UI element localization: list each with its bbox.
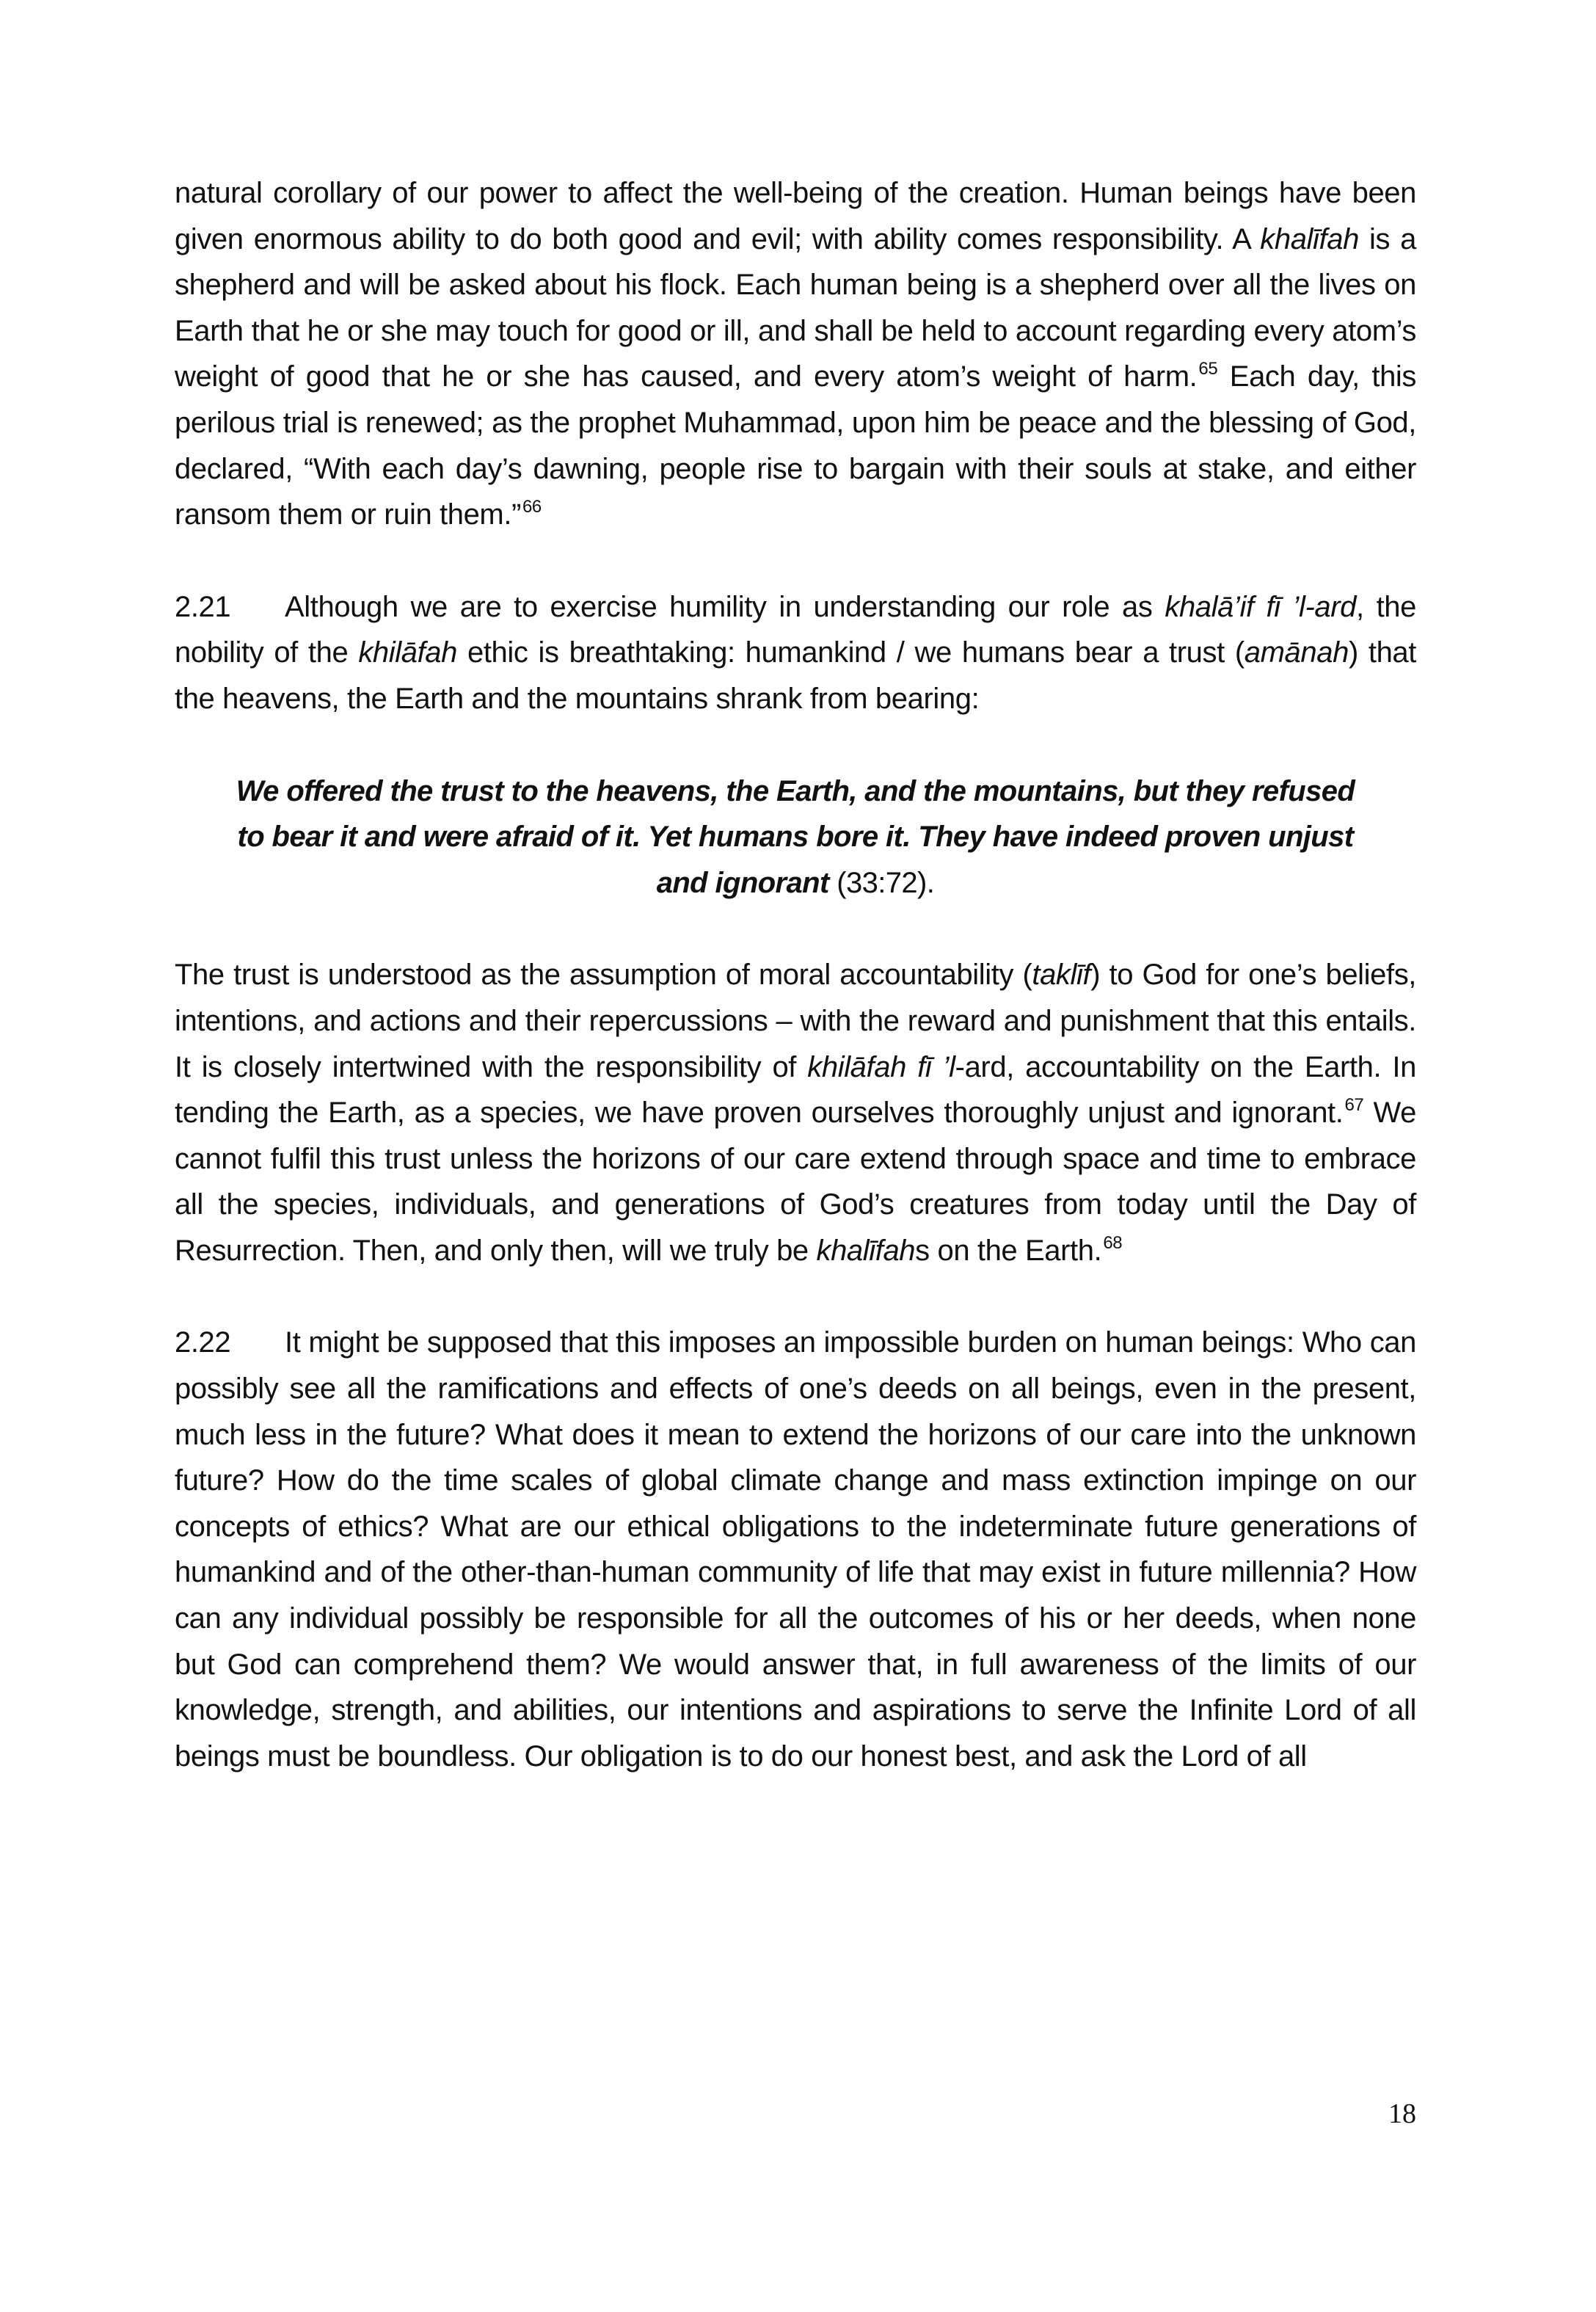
paragraph-spacer [175,1273,1416,1320]
paragraph-2-21 [175,584,1416,722]
paragraph-number: 2.21 [175,590,231,623]
italic-term: khalā’if fī ’l-ard [1165,590,1357,623]
quote-reference: (33:72). [828,866,935,899]
text-run: We cannot fulfil this trust unless the horizons of our care extend through space and time to embrace all the species, individuals, and generations of God’s creatures from today until the Day of Resurrection. Then, and only then, will we truly be [175,1097,1416,1267]
paragraph-spacer [175,538,1416,584]
text-run: ) that the heavens, the Earth and the mountains shrank from bearing: [175,636,1416,715]
text-run: The trust is understood as the assumption of moral accountability ( [175,959,1032,992]
footnote-marker[interactable]: 67 [1344,1095,1364,1116]
text-run: Although we are to exercise humility in understanding our role as [285,590,1165,623]
paragraph-continuation [175,170,1416,538]
italic-term: khalīfah [1260,222,1359,255]
text-run: It might be supposed that this imposes an impossible burden on human beings: Who can possibly see all the ramifications and effects of one’s deeds on all beings, even in the present, much less in the future? What does it mean to extend the horizons of our care into the unknown future? How do the time scales of global climate change and mass extinction impinge on our concepts of ethics? What are our ethical obligations to the indeterminate future generations of humankind and of the other-than-human community of life that may exist in future millennia? How can any individual possibly be responsible for all the outcomes of his or her deeds, when none but God can comprehend them? We would answer that, in full awareness of the limits of our knowledge, strength, and abilities, our intentions and aspirations to serve the Infinite Lord of all beings must be boundless. Our obligation is to do our honest best, and ask the Lord of all [175,1326,1416,1773]
italic-term: amānah [1244,636,1349,669]
text-run: Each day, this perilous trial is renewed; as the prophet Muhammad, upon him be peace and the blessing of God, declared, “With each day’s dawning, people rise to bargain with their souls at stake, and either ransom them or ruin them.” [175,360,1417,531]
paragraph-2-22 [175,1320,1416,1779]
italic-term: khilāfah [358,636,457,669]
footnote-marker[interactable]: 65 [1198,359,1218,379]
paragraph-number: 2.22 [175,1326,231,1359]
text-run: is a shepherd and will be asked about his flock. Each human being is a shepherd over all the lives on Earth that he or she may touch for good or ill, and shall be held to account regarding every atom’s weight of good that he or she has caused, and every atom’s weight of harm. [175,222,1416,393]
italic-term: khilāfah fī ’l [807,1050,955,1083]
quote-text: We offered the trust to the heavens, the Earth, and the mountains, but they refused to bear it and were afraid of it. Yet humans bore it. They have indeed proven unjust and ignorant [236,774,1355,899]
document-page [175,170,1416,1779]
page-number: 18 [1388,2098,1416,2129]
text-run: , the nobility of the [175,590,1416,669]
paragraph-spacer [175,906,1416,952]
italic-term: taklīf [1032,959,1091,992]
text-run: natural corollary of our power to affect the well-being of the creation. Human beings have been given enormous ability to do both good and evil; with ability comes responsibility. A [175,177,1416,255]
italic-term: khalīfah [816,1234,916,1267]
block-quote [234,768,1357,906]
footnote-marker[interactable]: 66 [522,497,542,517]
footnote-marker[interactable]: 68 [1103,1232,1123,1253]
text-run: s on the Earth. [915,1234,1102,1267]
text-run: ) to God for one’s beliefs, intentions, and actions and their repercussions – with the reward and punishment that this entails. It is closely intertwined with the responsibility of [175,959,1417,1083]
text-run: ethic is breathtaking: humankind / we humans bear a trust ( [456,636,1245,669]
paragraph-spacer [175,722,1416,768]
paragraph-trust [175,952,1416,1273]
text-run: -ard, accountability on the Earth. In tending the Earth, as a species, we have proven ourselves thoroughly unjust and ignorant. [175,1050,1416,1130]
